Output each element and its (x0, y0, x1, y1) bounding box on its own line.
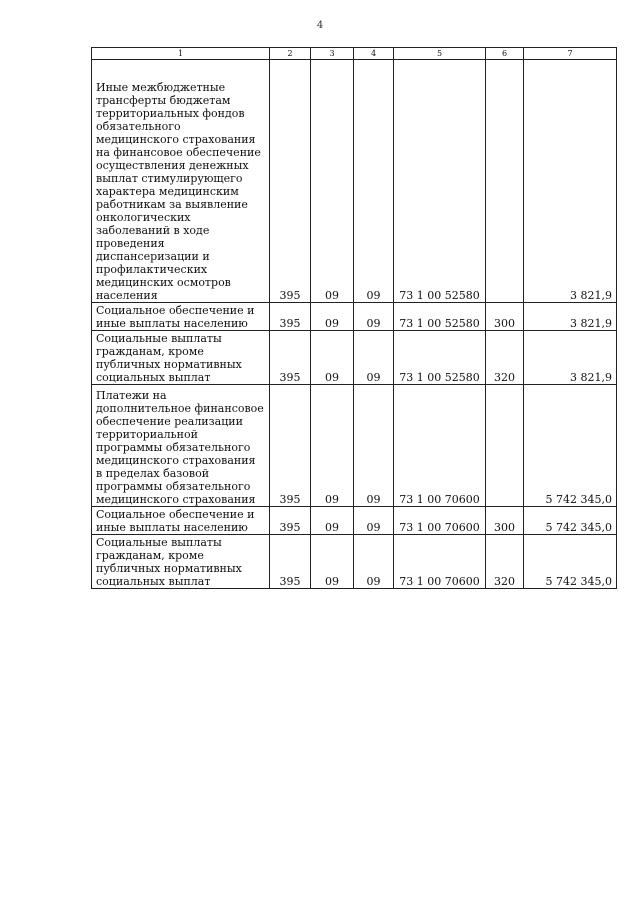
cell-section: 09 (311, 60, 354, 303)
cell-admin-code: 395 (270, 331, 311, 385)
cell-expense-type: 320 (486, 535, 524, 589)
cell-expense-type: 320 (486, 331, 524, 385)
column-header: 4 (354, 48, 394, 60)
cell-target-article: 73 1 00 52580 (394, 60, 486, 303)
row-name: Социальные выплаты гражданам, кроме публичных нормативных социальных выплат (92, 331, 270, 385)
cell-section: 09 (311, 507, 354, 535)
table-row (92, 331, 617, 385)
cell-amount: 5 742 345,0 (524, 507, 617, 535)
cell-section: 09 (311, 303, 354, 331)
column-header: 6 (486, 48, 524, 60)
table-row (92, 303, 617, 331)
row-name: Платежи на дополнительное финансовое обеспечение реализации территориальной программы обязательного медицинского страхования в пределах базовой программы обязательного медицинского страхования (92, 385, 270, 507)
cell-admin-code: 395 (270, 303, 311, 331)
table-row (92, 507, 617, 535)
page-number: 4 (316, 20, 324, 31)
cell-amount: 3 821,9 (524, 331, 617, 385)
cell-subsection: 09 (354, 331, 394, 385)
row-name: Социальное обеспечение и иные выплаты населению (92, 303, 270, 331)
row-name: Социальное обеспечение и иные выплаты населению (92, 507, 270, 535)
cell-admin-code: 395 (270, 385, 311, 507)
column-header: 1 (92, 48, 270, 60)
column-header: 3 (311, 48, 354, 60)
column-header: 2 (270, 48, 311, 60)
row-name: Социальные выплаты гражданам, кроме публичных нормативных социальных выплат (92, 535, 270, 589)
cell-admin-code: 395 (270, 535, 311, 589)
cell-amount: 5 742 345,0 (524, 385, 617, 507)
budget-table (91, 47, 617, 589)
cell-target-article: 73 1 00 52580 (394, 331, 486, 385)
cell-amount: 3 821,9 (524, 60, 617, 303)
cell-expense-type (486, 385, 524, 507)
cell-amount: 3 821,9 (524, 303, 617, 331)
cell-subsection: 09 (354, 385, 394, 507)
cell-target-article: 73 1 00 70600 (394, 535, 486, 589)
cell-subsection: 09 (354, 60, 394, 303)
column-header: 5 (394, 48, 486, 60)
cell-expense-type: 300 (486, 303, 524, 331)
column-header: 7 (524, 48, 617, 60)
cell-amount: 5 742 345,0 (524, 535, 617, 589)
cell-admin-code: 395 (270, 507, 311, 535)
table-row (92, 60, 617, 303)
row-name: Иные межбюджетные трансферты бюджетам территориальных фондов обязательного медицинского страхования на финансовое обеспечение осуществления денежных выплат стимулирующего характера медицинским работникам за выявление онкологических заболеваний в ходе проведения диспансеризации и профилактических медицинских осмотров населения (92, 60, 270, 303)
cell-section: 09 (311, 535, 354, 589)
table-row (92, 535, 617, 589)
table-row (92, 385, 617, 507)
cell-admin-code: 395 (270, 60, 311, 303)
cell-expense-type: 300 (486, 507, 524, 535)
cell-target-article: 73 1 00 70600 (394, 385, 486, 507)
cell-subsection: 09 (354, 535, 394, 589)
cell-subsection: 09 (354, 303, 394, 331)
cell-target-article: 73 1 00 70600 (394, 507, 486, 535)
cell-section: 09 (311, 331, 354, 385)
cell-target-article: 73 1 00 52580 (394, 303, 486, 331)
table-header-row (92, 48, 617, 60)
cell-expense-type (486, 60, 524, 303)
cell-section: 09 (311, 385, 354, 507)
cell-subsection: 09 (354, 507, 394, 535)
